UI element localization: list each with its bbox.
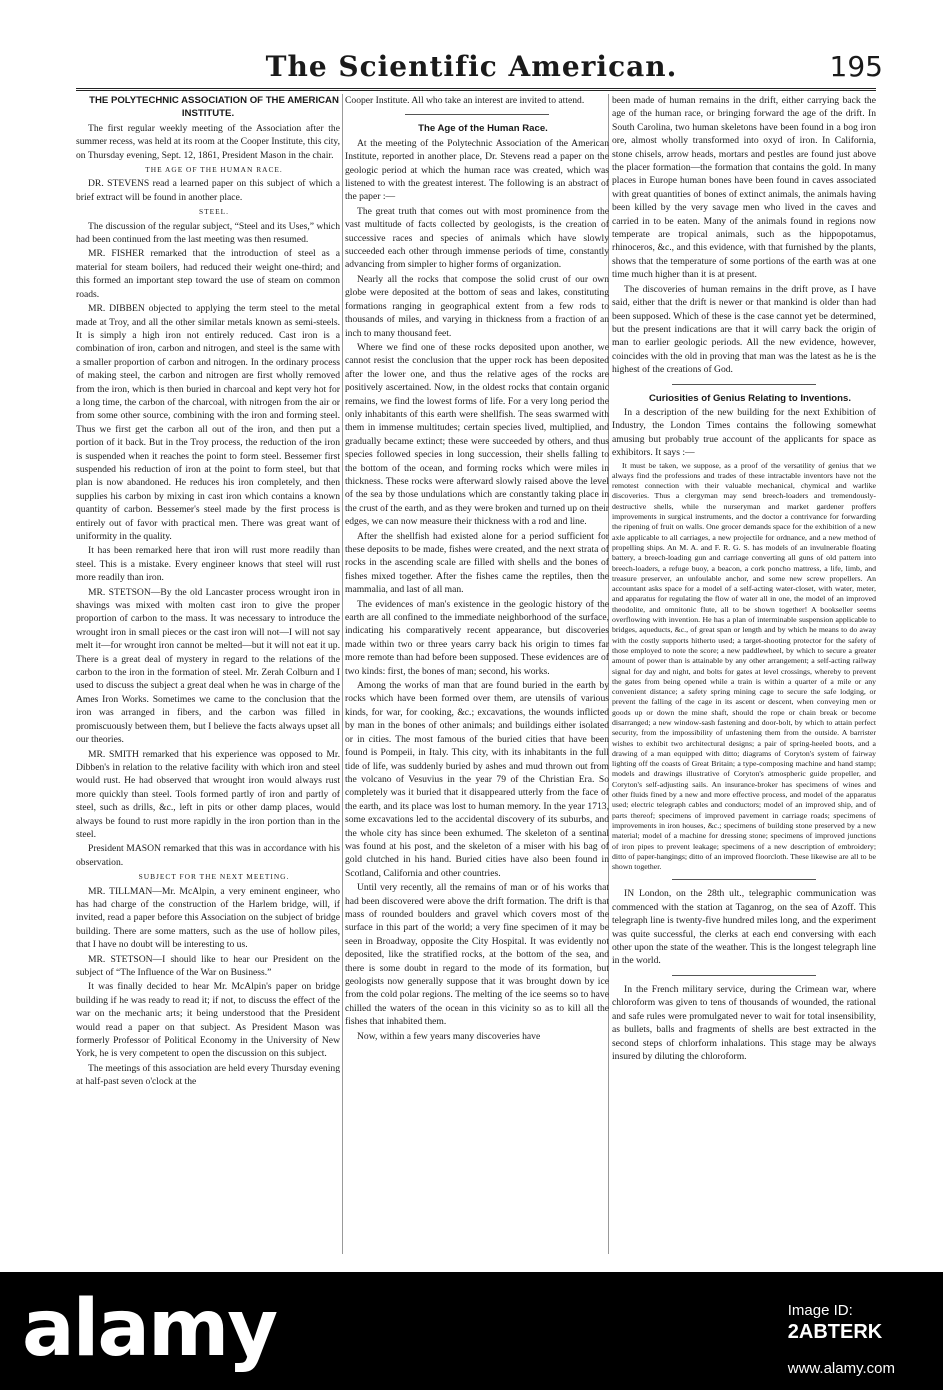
separator-rule — [405, 114, 549, 115]
paragraph: The first regular weekly meeting of the Association after the summer recess, was held at its room at the Cooper Institute, this city, on Thursday evening, Sept. 12, 1861, President Mason in the chair. — [76, 122, 340, 161]
paragraph: The evidences of man's existence in the geologic history of the earth are all confined to the immediate neighborhood of the surface, indicating his comparatively recent appearance, but discoveries made within two or three years carry back his origin to times far more remote than had before been supposed. These evidences are of two kinds: first, the bones of man; second, his works. — [345, 598, 609, 677]
separator-rule — [672, 975, 816, 976]
paragraph: MR. STETSON—I should like to hear our President on the subject of “The Influence of the War on Business.” — [76, 953, 340, 978]
separator-rule — [672, 384, 816, 385]
column-1 — [76, 94, 340, 1254]
paragraph: MR. FISHER remarked that the introduction of steel as a material for steam boilers, had reduced their weight one-third; and this formed an important step toward the use of steam on common roads. — [76, 248, 340, 300]
column-3 — [612, 94, 876, 1254]
paragraph: DR. STEVENS read a learned paper on this subject of which a brief extract will be found in another place. — [76, 178, 340, 203]
article-heading-age-of-human-race: The Age of the Human Race. — [418, 123, 548, 135]
quoted-extract — [612, 461, 876, 873]
watermark-banner — [0, 1272, 943, 1390]
paragraph: It has been remarked here that iron will rust more readily than steel. This is a mistake. Every engineer knows that steel will rust more readily than iron. — [76, 545, 340, 584]
alamy-logo: alamy — [22, 1284, 277, 1374]
page-number: 195 — [829, 50, 883, 83]
paragraph: IN London, on the 28th ult., telegraphic communication was commenced with the station at Taganrog, on the sea of Azoff. This telegraph line is twenty-five hundred miles long, and the experiment was quite successful, the clerks at each end conversing with each other upon the state of the weather. This is the longest telegraph line in the world. — [612, 888, 876, 967]
column-divider — [342, 94, 343, 1254]
paragraph: It was finally decided to hear Mr. McAlpin's paper on bridge building if he was ready to read it; if not, to discuss the effect of the war on the mechanic arts; it being understood that the President would read a paper on that subject. As President Mason was formerly Professor of Political Economy in the University of New York, he is very competent to open the discussion on this subject. — [76, 981, 340, 1060]
masthead-title: The Scientific American. — [265, 50, 678, 83]
masthead — [0, 50, 943, 94]
paragraph: MR. SMITH remarked that his experience was opposed to Mr. Dibben's in relation to the relative facility with which iron and steel would rust. He had observed that wrought iron would always rust more quickly than steel. Tools formed partly of iron and partly of steel, such as drills, &c., left in pits or other damp places, would always be found to rust more rapidly in the iron portion than in the steel. — [76, 748, 340, 840]
paragraph: MR. STETSON—By the old Lancaster process wrought iron in shavings was mixed with molten cast iron to give the proper proportion of carbon to the mass. It was necessary to introduce the wrought iron in small pieces or the cast iron will not—I will not say melt it—for wrought iron cannot be melted—but it will not eat it up. There is a great deal of mystery in regard to the relations of the carbon to the iron in the formation of steel. Mr. Zerah Colburn and I used to discuss the subject a great deal when he was in charge of the Ames Iron Works. Sometimes we came to the conclusion that the iron was arranged in fibers, and the carbon was filled in promiscuously between them, but I believe the facts always upset all our theories. — [76, 586, 340, 746]
separator-rule — [672, 879, 816, 880]
paragraph: Until very recently, all the remains of man or of his works that had been discovered were above the drift formation. The drift is that mass of rounded boulders and gravel which covers most of the surface in this part of the world; a very fine specimen of it may be seen in Broadway, opposite the City Hospital. It was evidently not deposited, like the stratified rocks, at the bottom of the sea, and there is some doubt in regard to the mode of its formation, but geologists now generally suppose that it was brought down by ice from the cold polar regions. The melting of the ice seems so to have chilled the waters of the ocean in this vicinity so as to kill all the fishes that inhabited them. — [345, 882, 609, 1028]
paragraph: Now, within a few years many discoveries have — [357, 1030, 541, 1042]
paragraph: It must be taken, we suppose, as a proof of the versatility of genius that we always find the professions and trades of these intractable inventors have not the remotest connection with their valuable mechanical, chymical and warlike discoveries. Thus a clergyman may send breech-loaders and tremendously-destructive shells, while the nurseryman and market gardener proffers improvements in surgical instruments, and the doctor a contrivance for forwarding the ripening of fruit on walls. One grocer demands space for the exhibition of a new axle applicable to all carriages, a new projectile for ordnance, and a new method of propelling ships. An M. A. and F. R. G. S. has models of an invulnerable floating battery, a breech-loading gun and carriage converting all guns of old pattern into breech-loaders, a refuge buoy, a beacon, a cork poncho mattress, a life, limb, and treasure preserver, an unfoulable anchor, and some new screw propellers. An accountant asks space for a model of a self-acting water-closet, with water, meter, and apparatus for regulating the flow of water all in one, the model of an improved theodolite, and omnitonic flute, all to be shown together! A bookseller seems overflowing with invention. He has a plan of interminable suspension applicable to bridges, aqueducts, &c., of great span or length and by which he means to do away with the costly supports hitherto used; a target-shooting protector for the safety of those employed to note the score; a new paddlewheel, by which to secure a greater amount of power than is attainable by any other arrangement; a self-acting railway signal for day and night, and bolts for gates at level crossings, whereby to prevent the gates from being opened while a train is within a quarter of a mile or any convenient distance; a safety spring mining cage to secure the safe lodging, or prevent the falling of the cage in its ascent or descent, when conveying men or goods up or down the mine shaft, should the rope or chain break or become disarranged; a new window-sash fastening and door-bolt, by which to attain perfect security, from the impossibility of unfastening them from the outside. A barrister wishes to exhibit two architectural designs; a pair of spring-heeled boots, and a drawing of a man equipped with ditto; diagrams of Coryton's system of fairway lighting off the coasts of Great Britain; a type-composing machine and hand stamp; models and drawings illustrative of Coryton's atmospheric guide propeller, and Coryton's self-adjusting sails. An insurance-broker has specimens of wines and other fluids fined by a new and more effective process, and model of the apparatus used; electric telegraph cables and conductors; model of an improved ship, and of parts thereof; specimens of improved pavement in carriage roads; specimens of improvements in iron houses, &c.; specimens of building stone preserved by a new material; model of a machine for dressing stone; specimens of improved junctions of iron pipes to prevent leakage; specimens of a new description of embroidery; ditto of paper-hangings; ditto of an improved floorcloth. These likewise are all to be shown together. — [612, 460, 876, 872]
paragraph: The meetings of this association are held every Thursday evening at half-past seven o'clock at the — [76, 1062, 340, 1088]
paragraph: Cooper Institute. All who take an interest are invited to attend. — [345, 95, 585, 106]
paragraph: President MASON remarked that this was in accordance with his observation. — [76, 843, 340, 868]
paragraph: After the shellfish had existed alone for a period sufficient for these deposits to be made, fishes were created, and the next strata of rocks in the ascending scale are filled with shells and the bones of fishes mixed together. After the fishes came the reptiles, then the mammalia, and last of all man. — [345, 530, 609, 596]
masthead-rule — [76, 88, 876, 91]
image-id: 2ABTERK — [787, 1321, 883, 1343]
paragraph: In the French military service, during the Crimean war, where chloroform was given to tens of thousands of wounded, the rational and safe rules were promulgated never to wait for total insensibility, as bullets, balls and fragments of shells are best extracted in the second steps of chlorform inhalations. This stage may be always insured by diluting the chloroform. — [612, 983, 876, 1062]
paragraph: In a description of the new building for the next Exhibition of Industry, the London Times contains the following somewhat amusing but probably true account of the applicants for space as exhibitors. It says :— — [612, 406, 876, 459]
paragraph: The great truth that comes out with most prominence from the vast multitude of facts collected by geologists, is the creation of successive races and species of animals which have slowly succeeded each other through immense periods of time, constantly advancing from simpler to higher forms of organization. — [345, 205, 609, 271]
paragraph: MR. TILLMAN—Mr. McAlpin, a very eminent engineer, who has had charge of the construction of the Harlem bridge, will, if invited, read a paper before this Association on the subject of bridge building. There are some matters, such as the use of hollow piles, that I have no doubt will be interesting to us. — [76, 885, 340, 951]
paragraph: MR. DIBBEN objected to applying the term steel to the metal made at Troy, and all the other similar metals known as semi-steels. It is simply a high iron not entirely reduced. Cast iron is a combination of iron, carbon and nitrogen, and steel is the same with a smaller proportion of carbon and nitrogen. In the ordinary process of making steel, the carbon and nitrogen are first wholly removed from the iron, which is then buried in charcoal and kept very hot for a long time, the carbon of the charcoal, with nitrogen from the air or from some other source, combining with the iron and forming steel. Thus we first get the carbon all out of the iron, and then put a portion of it back. But in the Troy process, the reduction of the iron is suspended when it reaches the point to form steel. Bessemer first suspended his reduction of iron at the point to form steel, but that plan is now abandoned. He reduces his iron completely, and then supplies his carbon by mixing in cast iron which contains a known quantity of carbon. Bessemer's steel made by the first process is entirely out of favor with practical men. There was great want of uniformity in the quality. — [76, 303, 340, 542]
article-heading-polytechnic: THE POLYTECHNIC ASSOCIATION OF THE AMERICAN INSTITUTE. — [89, 95, 339, 120]
paragraph: been made of human remains in the drift, either carrying back the age of the human race, or bringing forward the age of the drift. In South Carolina, two human skeletons have been found in a bog iron ore, almost wholly transformed into oxyd of iron. In California, stone chisels, arrow heads, mortars and pestles are found just above the placer formation—the formation that contains the gold. In many places in Europe human bones have been found in caves associated with great quantities of bones of extinct animals, the animals having been killed by the very savage men who lived in the caves and carried in to be eaten. Many of the animals found in regions now temperate are tropical animals, such as the hippopotamus, rhinoceros, &c., and this evidence, with that furnished by the plants, shows that the temperature of some portions of the earth was at one time much higher than it is at present. — [612, 95, 876, 281]
subheading-next-meeting: SUBJECT FOR THE NEXT MEETING. — [138, 872, 290, 882]
paragraph: The discussion of the regular subject, “Steel and its Uses,” which had been continued from the last meeting was then resumed. — [76, 220, 340, 246]
image-id-label: Image ID: — [787, 1302, 853, 1319]
column-2 — [345, 94, 609, 1254]
image-info — [788, 1302, 895, 1377]
alamy-url: www.alamy.com — [787, 1360, 895, 1377]
article-heading-curiosities: Curiosities of Genius Relating to Inventions. — [648, 392, 852, 404]
paragraph: Among the works of man that are found buried in the earth by rocks which have been formed over them, are utensils of various kinds, for war, for cooking, &c.; excavations, the wounds inflicted by man in the bones of other animals; and buildings either isolated or in cities. The most famous of the buried cities that have been found is Pompeii, in Italy. This city, with its inhabitants in the full tide of life, was suddenly buried by ashes and mud thrown out from the volcano of Vesuvius in the year 79 of the Christian Era. So completely was it buried that it disappeared utterly from the face of the earth, and its place was lost to human memory. In the year 1713, some excavations led to the accidental discovery of its suburbs, and the whole city has since been exhumed. The skeleton of a sentinal was found at his post, and the skeleton of a miser with his bag of gold clutched in his hand. Buried cities have also been found in Scotland, California and other countries. — [345, 680, 609, 879]
subheading-steel: STEEL. — [198, 207, 230, 217]
paragraph: At the meeting of the Polytechnic Association of the American Institute, reported in another place, Dr. Stevens read a paper on the geologic period at which the human race was created, which was listened to with the greatest interest. The following is an abstract of the paper :— — [345, 137, 609, 203]
paragraph: Where we find one of these rocks deposited upon another, we cannot resist the conclusion that the upper rock has been deposited after the lower one, and thus the relative ages of the rocks are positively ascertained. Now, in the oldest rocks that contain organic remains, we find the lowest forms of life. For a very long period the only inhabitants of this earth were shellfish. The seas swarmed with them in immense multitudes; certain species lived, multiplied, and gradually became extinct; these were succeeded by others, and thus species followed species in long succession, their shells falling to the bottom of the ocean, and forming rocks which were miles in thickness. These rocks were afterward slowly raised above the level of the sea by those undulations which are constantly taking place in the crust of the earth, and as they were broken and turned up on their edges, we can now measure their thickness with a rod and line. — [345, 341, 609, 528]
subheading-age-of-human-race: THE AGE OF THE HUMAN RACE. — [145, 165, 283, 175]
paragraph: The discoveries of human remains in the drift prove, as I have said, either that the drift is newer or that mankind is older than had been supposed. Which of these is the case cannot yet be determined, but the present indications are that it will carry back the origin of man to earlier geologic periods. All the new evidence, however, coincides with the old in proving that man was the latest as he is the highest of the creations of God. — [612, 283, 876, 376]
paragraph: Nearly all the rocks that compose the solid crust of our own globe were deposited at the bottom of seas and lakes, constituting formations ranging in geographical extent from a few rods to thousands of miles, and varying in thickness from a fraction of an inch to many thousand feet. — [345, 273, 609, 339]
